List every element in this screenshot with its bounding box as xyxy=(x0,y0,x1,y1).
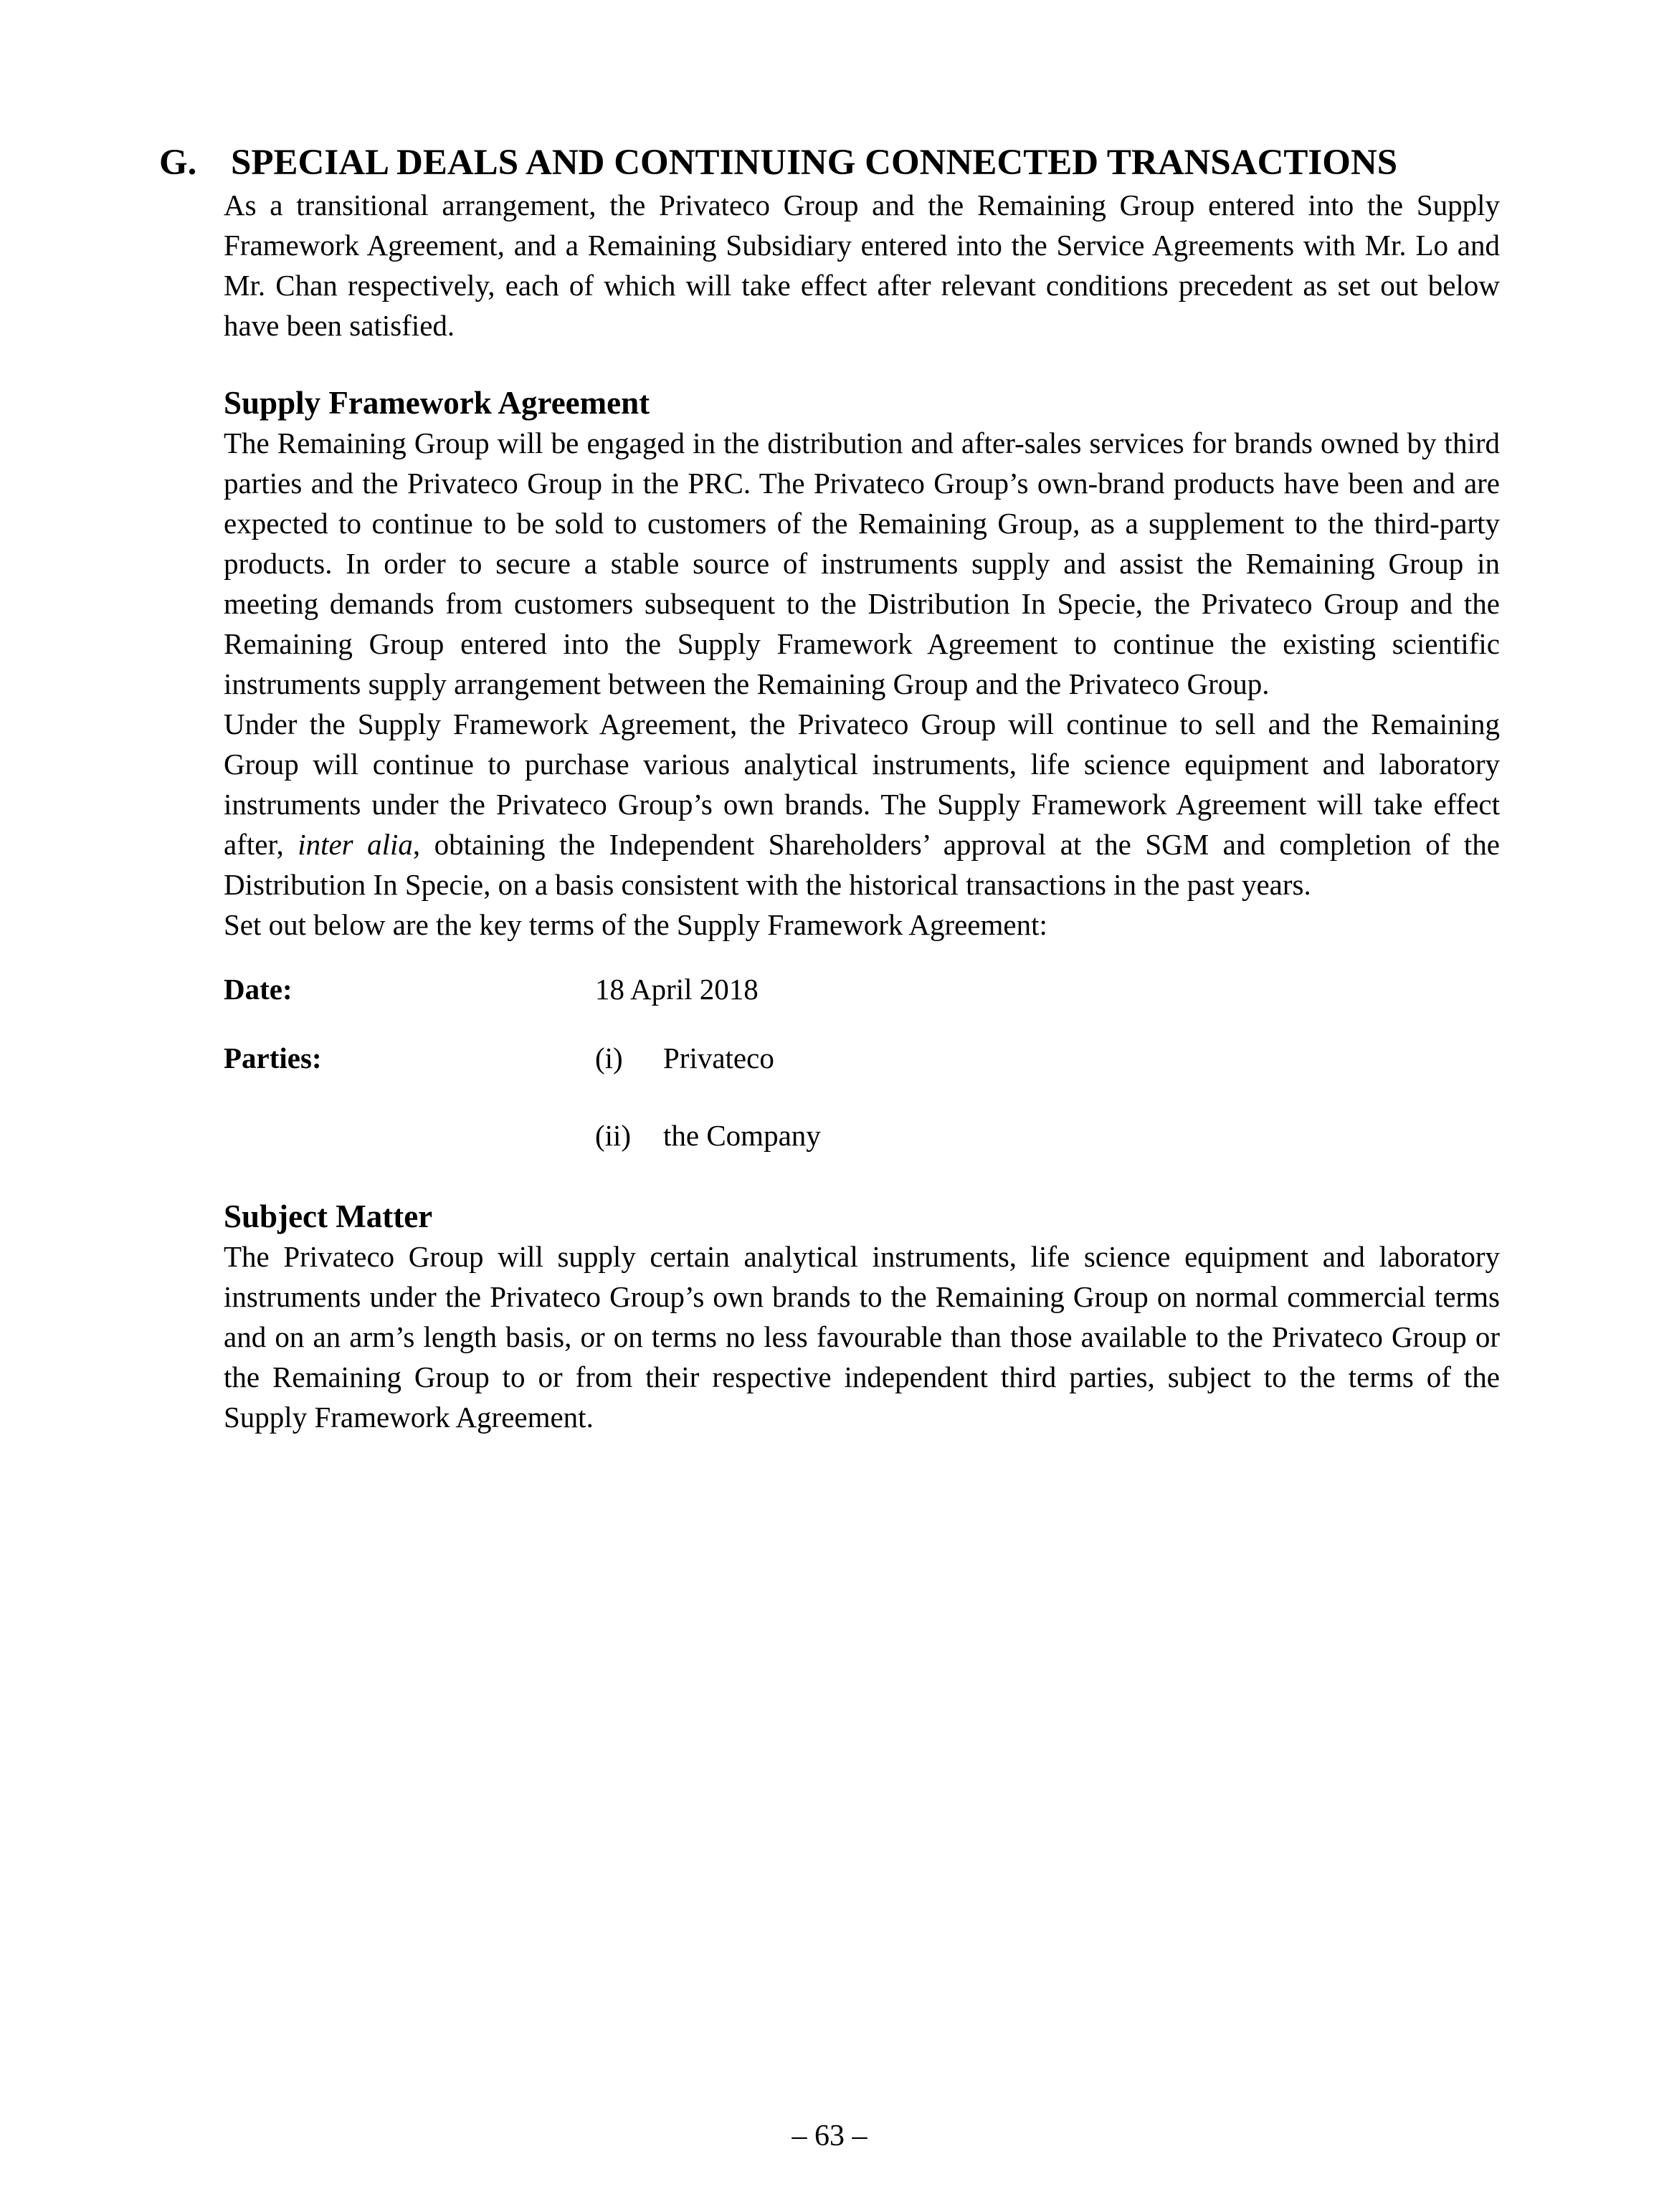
subheading-subject-matter: Subject Matter xyxy=(224,1198,433,1234)
party-item-2 xyxy=(595,1115,1500,1155)
section-letter: G. xyxy=(159,143,197,183)
supply-framework-paragraph-1: The Remaining Group will be engaged in the distribution and after-sales services for brands owned by third parties and the Privateco Group in the PRC. The Privateco Group’s own-brand products have been and are expected to continue to be sold to customers of the Remaining Group, as a supplement to the third-party products. In order to secure a stable source of instruments supply and assist the Remaining Group in meeting demands from customers subsequent to the Distribution In Specie, the Privateco Group and the Remaining Group entered into the Supply Framework Agreement to continue the existing scientific instruments supply arrangement between the Remaining Group and the Privateco Group. xyxy=(224,426,1500,700)
subject-matter-paragraph: The Privateco Group will supply certain analytical instruments, life science equipment and laboratory instruments under the Privateco Group’s own brands to the Remaining Group on normal commercial terms and on an arm’s length basis, or on terms no less favourable than those available to the Privateco Group or the Remaining Group to or from their respective independent third parties, subject to the terms of the Supply Framework Agreement. xyxy=(224,1240,1500,1434)
party-1-marker: (i) xyxy=(595,1041,623,1074)
section-title: SPECIAL DEALS AND CONTINUING CONNECTED TRANSACTIONS xyxy=(231,143,1398,183)
party-1-name: Privateco xyxy=(663,1041,774,1074)
party-2-name: the Company xyxy=(663,1119,821,1152)
subheading-supply-framework-agreement: Supply Framework Agreement xyxy=(224,385,650,421)
term-row-parties xyxy=(224,1038,1500,1078)
inter-alia-italic-phrase: inter alia xyxy=(298,828,413,861)
term-row-party-2 xyxy=(224,1115,1500,1155)
parties-label: Parties: xyxy=(224,1041,322,1074)
page-number: – 63 – xyxy=(792,2120,867,2153)
parties-label-spacer xyxy=(224,1115,595,1155)
supply-framework-paragraph-2 xyxy=(224,704,1500,905)
term-row-date xyxy=(224,969,1500,1009)
paragraph-2-text-after: , obtaining the Independent Shareholders’ approval at the SGM and completion of the Distribution In Specie, on a basis consistent with the historical transactions in the past years. xyxy=(224,828,1501,901)
section-heading xyxy=(159,140,1500,185)
intro-paragraph: As a transitional arrangement, the Privateco Group and the Remaining Group entered into the Supply Framework Agreement, and a Remaining Subsidiary entered into the Service Agreements with Mr. Lo and Mr. Chan respectively, each of which will take effect after relevant conditions precedent as set out below have been satisfied. xyxy=(224,189,1500,342)
paragraph-2-text-before: Under the Supply Framework Agreement, the Privateco Group will continue to sell and the Remaining Group will continue to purchase various analytical instruments, life science equipment and laboratory instruments under the Privateco Group’s own brands. The Supply Framework Agreement will take effect after, xyxy=(224,707,1500,861)
section-body xyxy=(224,185,1500,1437)
party-2-marker: (ii) xyxy=(595,1119,632,1152)
date-label: Date: xyxy=(224,973,293,1006)
party-item-1 xyxy=(595,1038,1500,1078)
key-terms-intro: Set out below are the key terms of the Supply Framework Agreement: xyxy=(224,908,1047,941)
date-value: 18 April 2018 xyxy=(595,973,759,1006)
